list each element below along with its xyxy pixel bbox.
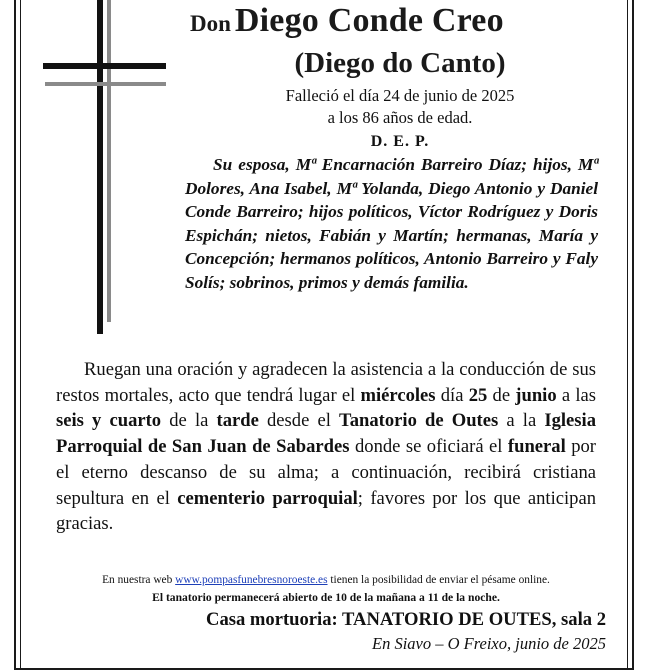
death-date: Falleció el día 24 de junio de 2025 [285,86,515,105]
ceremony-paragraph [56,357,596,537]
nickname: (Diego do Canto) [294,47,506,79]
opening-hours: El tanatorio permanecerá abierto de 10 de la mañana a 11 de la noche. [152,591,500,604]
day-number: 25 [468,384,488,406]
full-name: Diego Conde Creo [234,2,504,39]
rip-mark: D. E. P. [370,133,430,150]
cross-horizontal-bar [43,63,166,69]
text-segment: ; favores por los que anticipan gracias. [56,487,597,535]
text-segment: desde el [258,410,340,432]
web-notice-suffix: tienen la posibilidad de enviar el pésame online. [327,574,550,586]
honorific: Don [190,11,231,36]
age-at-death: a los 86 años de edad. [327,108,473,127]
mortuary-location: Casa mortuoria: TANATORIO DE OUTES, sala 2 [206,609,606,630]
web-notice-prefix: En nuestra web [102,574,176,586]
service-type: funeral [507,436,566,458]
day-name: miércoles [360,384,436,406]
departure-place: Tanatorio de Outes [339,410,499,432]
part-of-day: tarde [216,410,259,432]
deceased-name [190,2,630,40]
cross-icon [0,0,180,340]
website-link[interactable]: www.pompasfunebresnoroeste.es [175,574,328,586]
cemetery-name: cementerio parroquial [177,487,358,509]
text-segment: a la [498,410,545,432]
month: junio [515,384,557,406]
text-segment: por el eterno descanso de su alma; a continuación, recibirá cristiana sepultura en el [56,436,596,509]
cross-vertical-shadow [107,0,111,322]
text-segment: donde se oficiará el [349,436,508,458]
text-segment: de [487,384,516,406]
church-name: Iglesia Parroquial de San Juan de Sabardes [56,410,597,458]
web-notice [56,574,596,586]
text-segment: Ruegan una oración y agradecen la asistencia a la conducción de sus restos mortales, acto que tendrá lugar el [56,359,596,406]
place-and-date: En Siavo – O Freixo, junio de 2025 [371,634,606,653]
text-segment: día [435,384,469,406]
cross-horizontal-shadow [45,82,166,86]
family-list: Su esposa, Mª Encarnación Barreiro Díaz; hijos, Mª Dolores, Ana Isabel, Mª Yolanda, Diego Antonio y Daniel Conde Barreiro; hijos políticos, Víctor Rodríguez y Doris Espichán; nietos, Fabián y Martín; hermanas, María y Concepción; hermanos políticos, Antonio Barreiro y Faly Solís; sobrinos, primos y demás familia. [185,155,598,292]
text-segment: de la [161,410,217,432]
text-segment: a las [556,384,596,406]
ceremony-time: seis y cuarto [56,410,162,432]
cross-vertical-bar [97,0,103,334]
